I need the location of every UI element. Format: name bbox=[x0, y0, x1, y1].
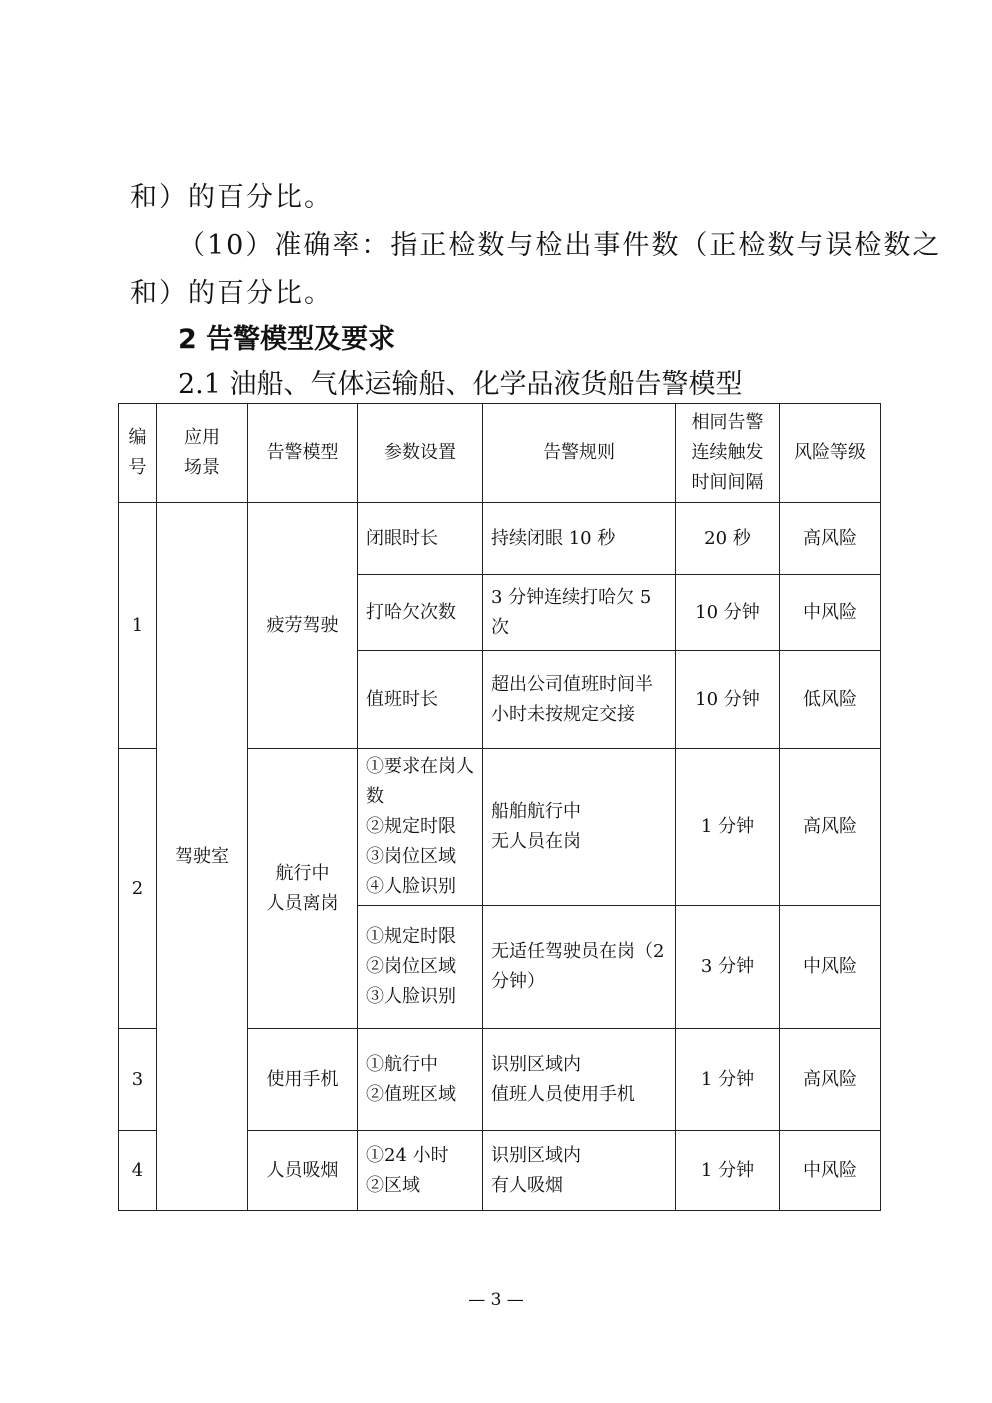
param-cell: 值班时长 bbox=[358, 651, 483, 749]
param-cell: ①24 小时 ②区域 bbox=[358, 1131, 483, 1211]
rule-cell: 3 分钟连续打哈欠 5 次 bbox=[483, 575, 676, 651]
model-cell: 航行中 人员离岗 bbox=[248, 749, 358, 1029]
rule-cell: 超出公司值班时间半小时未按规定交接 bbox=[483, 651, 676, 749]
risk-cell: 中风险 bbox=[780, 906, 881, 1029]
interval-cell: 10 分钟 bbox=[676, 651, 780, 749]
model-cell: 使用手机 bbox=[248, 1029, 358, 1131]
header-model: 告警模型 bbox=[248, 404, 358, 503]
interval-cell: 20 秒 bbox=[676, 503, 780, 575]
risk-cell: 高风险 bbox=[780, 503, 881, 575]
paragraph-continuation: 和）的百分比。 bbox=[130, 182, 333, 213]
rule-cell: 无适任驾驶员在岗（2 分钟） bbox=[483, 906, 676, 1029]
param-cell: ①规定时限 ②岗位区域 ③人脸识别 bbox=[358, 906, 483, 1029]
header-scene: 应用 场景 bbox=[157, 404, 248, 503]
header-interval: 相同告警 连续触发 时间间隔 bbox=[676, 404, 780, 503]
row-id: 3 bbox=[119, 1029, 157, 1131]
header-id: 编 号 bbox=[119, 404, 157, 503]
model-cell: 疲劳驾驶 bbox=[248, 503, 358, 749]
interval-cell: 10 分钟 bbox=[676, 575, 780, 651]
paragraph-accuracy-end: 和）的百分比。 bbox=[130, 278, 333, 309]
risk-cell: 中风险 bbox=[780, 1131, 881, 1211]
row-id: 2 bbox=[119, 749, 157, 1029]
table-header-row bbox=[119, 404, 881, 503]
header-rule: 告警规则 bbox=[483, 404, 676, 503]
rule-cell: 识别区域内 有人吸烟 bbox=[483, 1131, 676, 1211]
header-params: 参数设置 bbox=[358, 404, 483, 503]
rule-cell: 识别区域内 值班人员使用手机 bbox=[483, 1029, 676, 1131]
interval-cell: 3 分钟 bbox=[676, 906, 780, 1029]
page-number: — 3 — bbox=[468, 1290, 524, 1310]
rule-cell: 船舶航行中 无人员在岗 bbox=[483, 749, 676, 906]
param-cell: 闭眼时长 bbox=[358, 503, 483, 575]
param-cell: ①航行中 ②值班区域 bbox=[358, 1029, 483, 1131]
param-cell: 打哈欠次数 bbox=[358, 575, 483, 651]
alarm-model-table bbox=[118, 403, 881, 1211]
table-row bbox=[119, 503, 881, 575]
header-risk: 风险等级 bbox=[780, 404, 881, 503]
subsection-heading: 2.1 油船、气体运输船、化学品液货船告警模型 bbox=[178, 369, 743, 400]
risk-cell: 高风险 bbox=[780, 749, 881, 906]
interval-cell: 1 分钟 bbox=[676, 1131, 780, 1211]
risk-cell: 低风险 bbox=[780, 651, 881, 749]
row-id: 1 bbox=[119, 503, 157, 749]
model-cell: 人员吸烟 bbox=[248, 1131, 358, 1211]
param-cell: ①要求在岗人数 ②规定时限 ③岗位区域 ④人脸识别 bbox=[358, 749, 483, 906]
paragraph-accuracy: （10）准确率：指正检数与检出事件数（正检数与误检数之 bbox=[178, 230, 942, 261]
interval-cell: 1 分钟 bbox=[676, 1029, 780, 1131]
rule-cell: 持续闭眼 10 秒 bbox=[483, 503, 676, 575]
scene-cell: 驾驶室 bbox=[157, 503, 248, 1211]
interval-cell: 1 分钟 bbox=[676, 749, 780, 906]
risk-cell: 中风险 bbox=[780, 575, 881, 651]
row-id: 4 bbox=[119, 1131, 157, 1211]
risk-cell: 高风险 bbox=[780, 1029, 881, 1131]
section-heading: 2 告警模型及要求 bbox=[178, 324, 396, 355]
